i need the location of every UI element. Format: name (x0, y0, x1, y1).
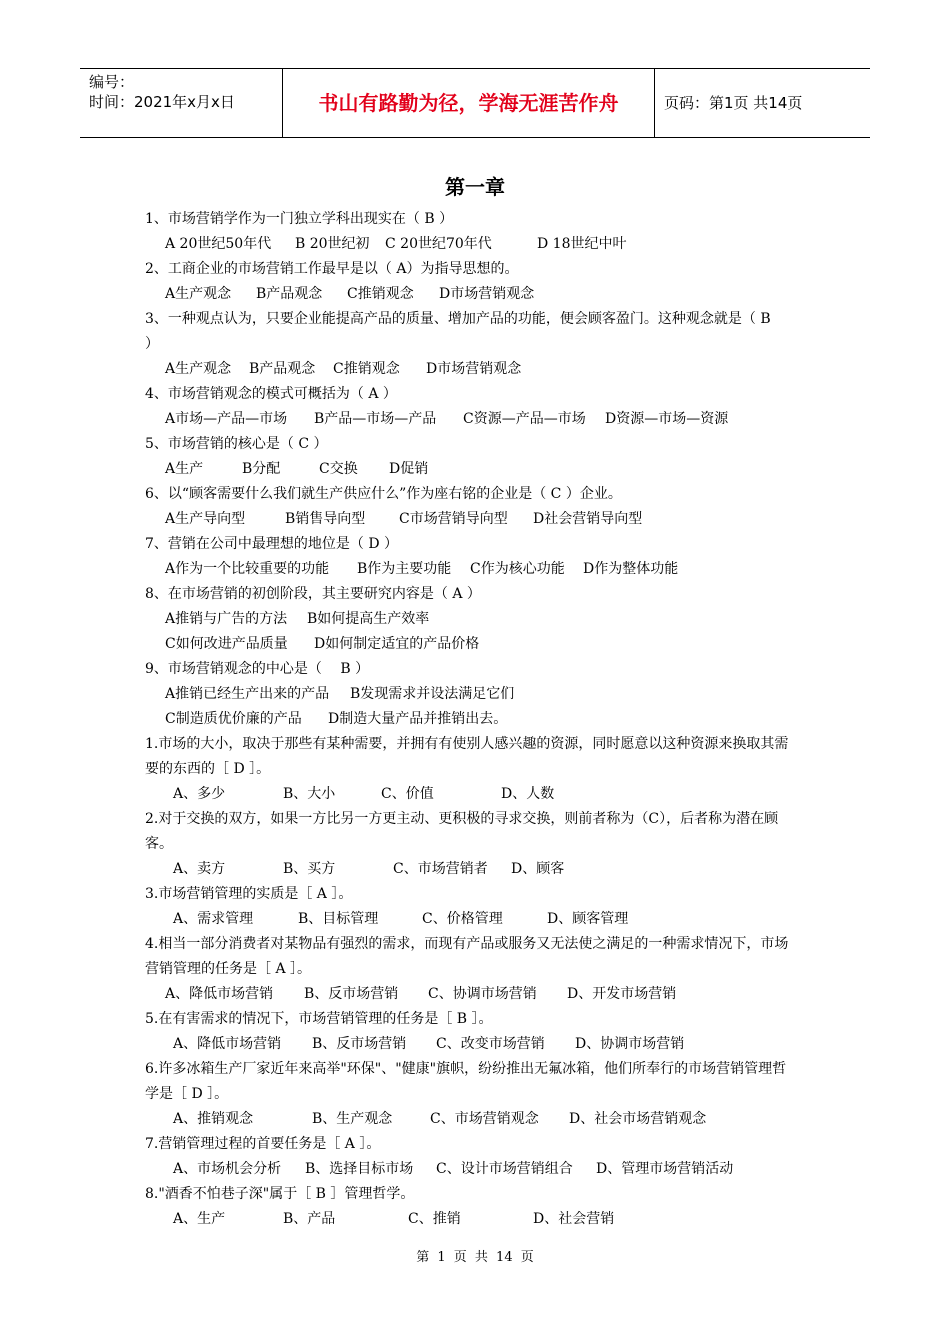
option: A生产 (165, 461, 204, 477)
exercise-2-options (145, 857, 815, 882)
option: A推销已经生产出来的产品 (165, 686, 330, 702)
option: B、选择目标市场 (305, 1161, 414, 1177)
exercise-7: 7.营销管理过程的首要任务是［ A ］。 (145, 1136, 381, 1152)
exercise-8-options (145, 1207, 815, 1232)
option: D、顾客管理 (547, 911, 629, 927)
question-3-options (145, 357, 815, 382)
option: A、生产 (173, 1211, 226, 1227)
option: B如何提高生产效率 (307, 611, 430, 627)
option: D作为整体功能 (583, 561, 679, 577)
option: A推销与广告的方法 (165, 611, 288, 627)
option: A生产观念 (165, 361, 232, 377)
question-2: 2、工商企业的市场营销工作最早是以（ A）为指导思想的。 (145, 261, 519, 277)
document-number: 编号： (89, 73, 135, 91)
question-6: 6、以“顾客需要什么我们就生产供应什么”作为座右铭的企业是（ C ）企业。 (145, 486, 622, 502)
question-3: 3、一种观点认为，只要企业能提高产品的质量、增加产品的功能，便会顾客盈门。这种观念就是（ B (145, 311, 771, 327)
option: C交换 (319, 461, 358, 477)
option: C作为核心功能 (470, 561, 565, 577)
exercise-1-continued: 要的东西的［ D ］。 (145, 761, 271, 777)
chapter-title: 第一章 (445, 175, 505, 199)
exercise-4-options (145, 982, 815, 1007)
question-9: 9、市场营销观念的中心是（ B ） (145, 661, 370, 677)
exercise-4: 4.相当一部分消费者对某物品有强烈的需求，而现有产品或服务又无法使之满足的一种需求情况下，市场 (145, 936, 789, 952)
exercise-5-options (145, 1032, 815, 1057)
question-4-options (145, 407, 815, 432)
exercise-6-continued: 学是［ D ］。 (145, 1086, 229, 1102)
page-footer: 第 1 页 共 14 页 (416, 1250, 534, 1265)
option: D社会营销导向型 (533, 511, 643, 527)
option: B、生产观念 (312, 1111, 393, 1127)
option: B 20世纪初 (295, 236, 370, 252)
option: A、推销观念 (173, 1111, 254, 1127)
question-6-options (145, 507, 815, 532)
question-9-options-b (145, 707, 815, 732)
option: C、价值 (381, 786, 434, 802)
exercise-5: 5.在有害需求的情况下，市场营销管理的任务是［ B ］。 (145, 1011, 493, 1027)
option: A、卖方 (173, 861, 226, 877)
header-page-cell (655, 69, 870, 137)
option: C、价格管理 (422, 911, 503, 927)
exercise-6-options (145, 1107, 815, 1132)
option: C、市场营销观念 (430, 1111, 539, 1127)
document-header (80, 68, 870, 138)
question-1-options (145, 232, 815, 257)
option: C推销观念 (347, 286, 414, 302)
option: D、社会营销 (533, 1211, 615, 1227)
option: B、目标管理 (298, 911, 379, 927)
option: C、协调市场营销 (428, 986, 537, 1002)
option: D、管理市场营销活动 (596, 1161, 734, 1177)
header-motto: 书山有路勤为径，学海无涯苦作舟 (318, 91, 619, 115)
option: D如何制定适宜的产品价格 (314, 636, 480, 652)
option: C市场营销导向型 (399, 511, 508, 527)
option: B、反市场营销 (312, 1036, 407, 1052)
option: A市场—产品—市场 (165, 411, 288, 427)
option: D、人数 (501, 786, 555, 802)
question-8-options-a (145, 607, 815, 632)
question-3-continued: ） (145, 336, 159, 352)
option: D市场营销观念 (426, 361, 522, 377)
option: A作为一个比较重要的功能 (165, 561, 330, 577)
option: B、大小 (283, 786, 336, 802)
option: C推销观念 (333, 361, 400, 377)
option: D、协调市场营销 (575, 1036, 685, 1052)
option: D资源—市场—资源 (605, 411, 729, 427)
option: D、顾客 (511, 861, 565, 877)
option: C、市场营销者 (393, 861, 488, 877)
exercise-8: 8."酒香不怕巷子深"属于［ B ］管理哲学。 (145, 1186, 415, 1202)
question-9-options-a (145, 682, 815, 707)
header-motto-cell (283, 69, 655, 137)
option: D 18世纪中叶 (537, 236, 627, 252)
exercise-2: 2.对于交换的双方，如果一方比另一方更主动、更积极的寻求交换，则前者称为（C），后者称为潜在顾 (145, 811, 779, 827)
option: C、推销 (408, 1211, 461, 1227)
exercise-2-continued: 客。 (145, 836, 173, 852)
exercise-1-options (145, 782, 815, 807)
option: C、改变市场营销 (436, 1036, 545, 1052)
exercise-7-options (145, 1157, 815, 1182)
document-date: 时间：2021年x月x日 (89, 93, 235, 111)
option: A、降低市场营销 (173, 1036, 282, 1052)
option: A 20世纪50年代 (165, 236, 272, 252)
question-list (145, 207, 815, 1232)
exercise-1: 1.市场的大小，取决于那些有某种需要，并拥有有使别人感兴趣的资源，同时愿意以这种资源来换取其需 (145, 736, 789, 752)
question-5-options (145, 457, 815, 482)
exercise-3-options (145, 907, 815, 932)
question-7-options (145, 557, 815, 582)
option: A、降低市场营销 (165, 986, 274, 1002)
header-page-number: 页码：第1页 共14页 (664, 94, 803, 112)
option: D、开发市场营销 (567, 986, 677, 1002)
option: A、需求管理 (173, 911, 254, 927)
option: C 20世纪70年代 (385, 236, 492, 252)
option: B产品观念 (256, 286, 323, 302)
option: C制造质优价廉的产品 (165, 711, 302, 727)
header-meta-cell (80, 69, 283, 137)
option: B产品—市场—产品 (314, 411, 437, 427)
question-4: 4、市场营销观念的模式可概括为（ A ） (145, 386, 397, 402)
exercise-4-continued: 营销管理的任务是［ A ］。 (145, 961, 312, 977)
option: A、市场机会分析 (173, 1161, 282, 1177)
option: B作为主要功能 (357, 561, 452, 577)
question-8: 8、在市场营销的初创阶段，其主要研究内容是（ A ） (145, 586, 481, 602)
option: B销售导向型 (285, 511, 366, 527)
exercise-6: 6.许多冰箱生产厂家近年来高举"环保"、"健康"旗帜，纷纷推出无氟冰箱，他们所奉行的市场营销管理哲 (145, 1061, 787, 1077)
exercise-3: 3.市场营销管理的实质是［ A ］。 (145, 886, 353, 902)
option: D促销 (389, 461, 429, 477)
option: B产品观念 (249, 361, 316, 377)
option: D制造大量产品并推销出去。 (328, 711, 508, 727)
option: C、设计市场营销组合 (436, 1161, 573, 1177)
question-7: 7、营销在公司中最理想的地位是（ D ） (145, 536, 399, 552)
option: B、产品 (283, 1211, 336, 1227)
question-8-options-b (145, 632, 815, 657)
question-5: 5、市场营销的核心是（ C ） (145, 436, 328, 452)
option: A、多少 (173, 786, 226, 802)
option: D市场营销观念 (439, 286, 535, 302)
option: C资源—产品—市场 (463, 411, 586, 427)
question-1: 1、市场营销学作为一门独立学科出现实在（ B ） (145, 211, 454, 227)
option: B、反市场营销 (304, 986, 399, 1002)
option: A生产导向型 (165, 511, 246, 527)
option: A生产观念 (165, 286, 232, 302)
option: B、买方 (283, 861, 336, 877)
option: D、社会市场营销观念 (569, 1111, 707, 1127)
question-2-options (145, 282, 815, 307)
option: B分配 (242, 461, 281, 477)
option: C如何改进产品质量 (165, 636, 288, 652)
option: B发现需求并设法满足它们 (350, 686, 515, 702)
